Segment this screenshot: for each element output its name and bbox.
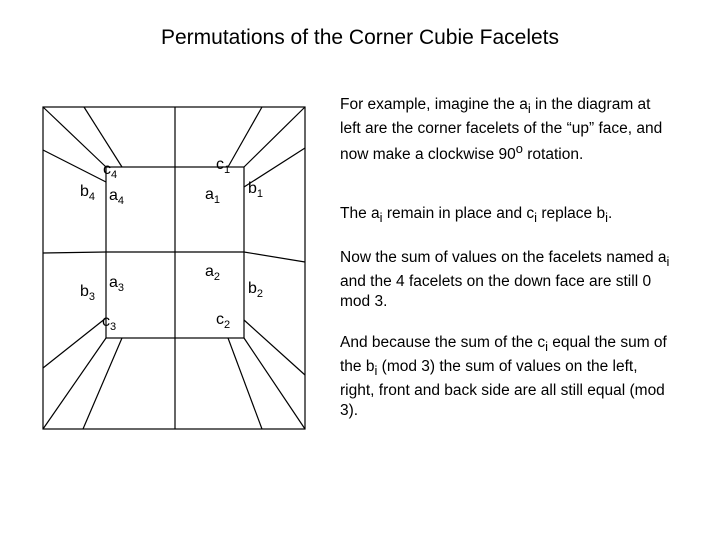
diagonal-top-left xyxy=(43,107,106,167)
paragraph-conclusion: And because the sum of the $c_i$ equal the sum of the $b_i$ (mod 3) the sum of values on the left, right, front and back side are all still equal (mod 3). xyxy=(340,334,667,420)
back-face-line-1 xyxy=(84,107,122,167)
right-face-line-2 xyxy=(244,252,305,262)
label-a2: $a_2$ xyxy=(205,263,221,283)
left-face-line-1 xyxy=(43,150,106,182)
label-a1: $a_1$ xyxy=(205,186,221,206)
label-c4: $c_4$ xyxy=(103,161,118,181)
paragraph-replace: The $a_i$ remain in place and $c_i$ replace $b_i$. xyxy=(340,205,613,226)
label-b3: $b_3$ xyxy=(80,283,96,303)
label-b2: $b_2$ xyxy=(248,280,264,300)
paragraph-example: For example, imagine the $a_i$ in the diagram at left are the corner facelets of the “up” face, and now make a clockwise 90$^o$ rotation. xyxy=(340,96,663,164)
front-face-line-1 xyxy=(83,338,122,429)
label-c1: $c_1$ xyxy=(216,156,231,176)
front-face-line-3 xyxy=(228,338,262,429)
label-b4: $b_4$ xyxy=(80,183,96,203)
back-face-line-3 xyxy=(228,107,262,167)
diagonal-top-right xyxy=(244,107,305,167)
label-c3: $c_3$ xyxy=(102,313,117,333)
label-c2: $c_2$ xyxy=(216,311,231,331)
right-face-line-3 xyxy=(244,320,305,375)
label-b1: $b_1$ xyxy=(248,180,264,200)
paragraph-sum: Now the sum of values on the facelets named $a_i$ and the 4 facelets on the down face are still 0 mod 3. xyxy=(340,249,670,311)
diagonal-bottom-right xyxy=(244,338,305,429)
outer-frame xyxy=(43,107,305,429)
label-a3: $a_3$ xyxy=(109,274,125,294)
diagonal-bottom-left xyxy=(43,338,106,429)
label-a4: $a_4$ xyxy=(109,187,125,207)
left-face-line-2 xyxy=(43,252,106,253)
slide-title: Permutations of the Corner Cubie Facelets xyxy=(160,26,560,49)
left-face-line-3 xyxy=(43,318,106,368)
